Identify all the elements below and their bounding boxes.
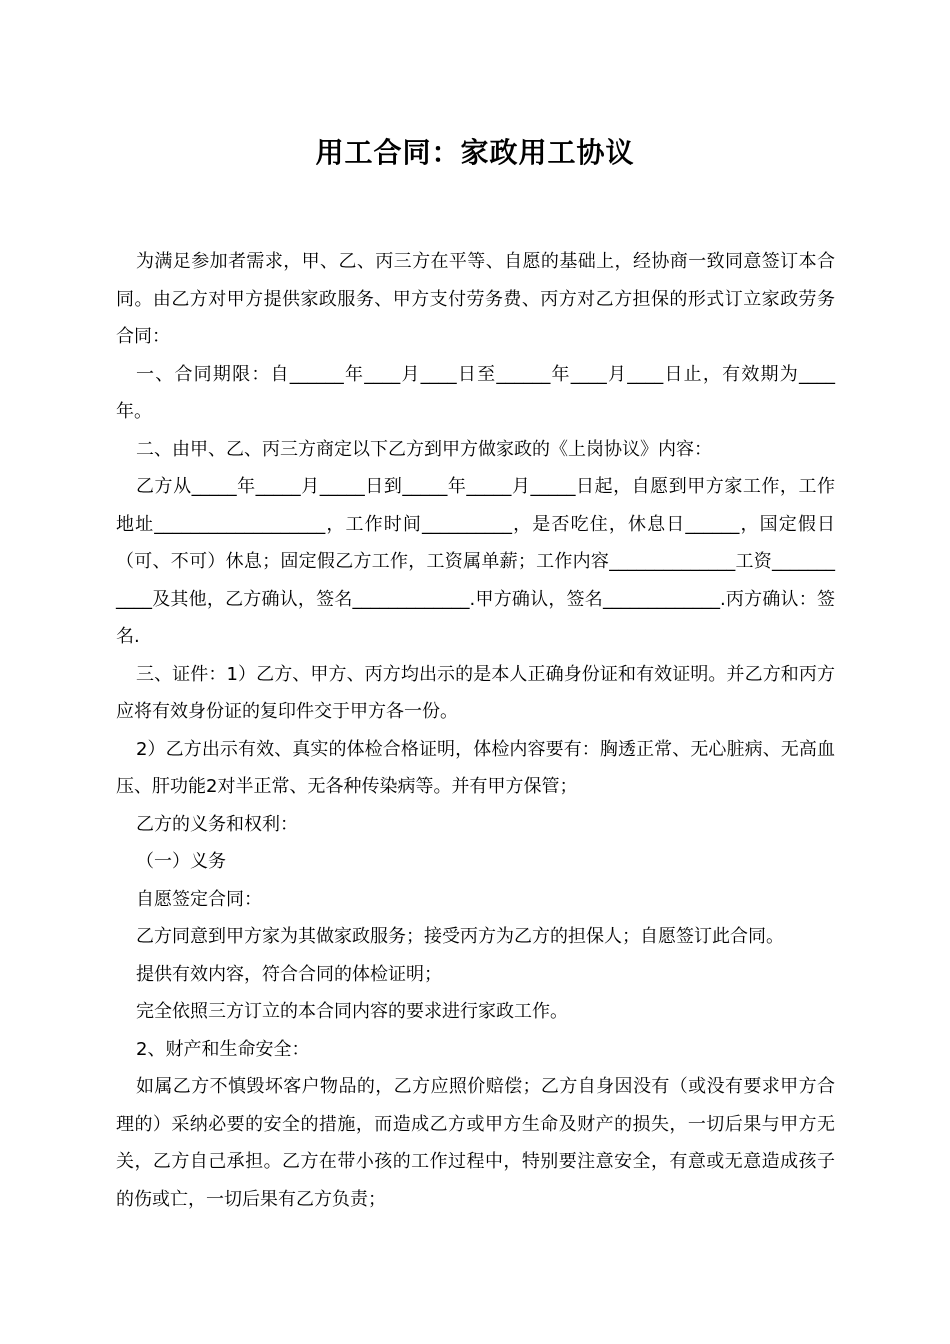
paragraph-rights-heading: 乙方的义务和权利： <box>136 813 298 835</box>
paragraph-safety-details: 如属乙方不慎毁坏客户物品的，乙方应照价赔偿；乙方自身因没有（或没有要求甲方合理的）采纳必要的安全的措施，而造成乙方或甲方生命及财产的损失，一切后果与甲方无关，乙方自己承担。乙方在带小孩的工作过程中，特别要注意安全，有意或无意造成孩子的伤或亡，一切后果有乙方负责； <box>116 1076 835 1210</box>
paragraph-agreement-heading: 二、由甲、乙、丙三方商定以下乙方到甲方做家政的《上岗协议》内容： <box>136 438 712 460</box>
paragraph-voluntary: 自愿签定合同： <box>136 888 262 910</box>
paragraph-certificates: 三、证件：1）乙方、甲方、丙方均出示的是本人正确身份证和有效证明。并乙方和丙方应将有效身份证的复印件交于甲方各一份。 <box>116 663 835 722</box>
paragraph-intro: 为满足参加者需求，甲、乙、丙三方在平等、自愿的基础上，经协商一致同意签订本合同。由乙方对甲方提供家政服务、甲方支付劳务费、丙方对乙方担保的形式订立家政劳务合同： <box>116 251 835 347</box>
document-title: 用工合同：家政用工协议 <box>315 136 635 169</box>
paragraph-consent: 乙方同意到甲方家为其做家政服务；接受丙方为乙方的担保人；自愿签订此合同。 <box>136 926 784 947</box>
paragraph-health-check: 2）乙方出示有效、真实的体检合格证明，体检内容要有：胸透正常、无心脏病、无高血压、肝功能2对半正常、无各种传染病等。并有甲方保管； <box>116 738 835 797</box>
paragraph-safety-heading: 2、财产和生命安全： <box>136 1038 310 1060</box>
paragraph-term: 一、合同期限：自______年____月____日至______年____月____日止，有效期为____年。 <box>116 363 835 422</box>
paragraph-obligations-heading: （一）义务 <box>136 851 226 872</box>
paragraph-follow-contract: 完全依照三方订立的本合同内容的要求进行家政工作。 <box>136 1001 568 1022</box>
document-body <box>116 243 835 1218</box>
paragraph-provide-docs: 提供有效内容，符合合同的体检证明； <box>136 963 442 985</box>
paragraph-work-details: 乙方从_____年_____月_____日到_____年_____月_____日起，自愿到甲方家工作，工作地址___________________，工作时间__________，是否吃住，休息日______，国定假日（可、不可）休息；固定假乙方工作，工资属单薪；工作内容______________工资___________及其他，乙方确认，签名_____________.甲方确认，签名_____________.丙方确认：签名. <box>116 476 835 647</box>
